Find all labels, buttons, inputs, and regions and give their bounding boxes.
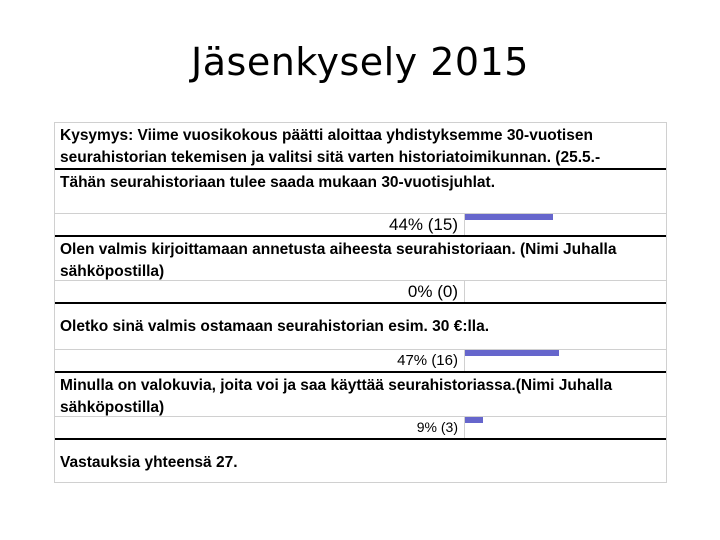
result-bar: [465, 350, 559, 356]
result-label: 44% (15): [55, 214, 465, 235]
result-bar: [465, 417, 483, 423]
question-text: Oletko sinä valmis ostamaan seurahistorian esim. 30 €:lla.: [55, 304, 666, 350]
question-header: Kysymys: Viime vuosikokous päätti aloittaa yhdistyksemme 30-vuotisen seurahistorian tekemisen ja valitsi sitä varten historiatoimikunnan. (25.5.-: [55, 122, 666, 168]
question-text: Olen valmis kirjoittamaan annetusta aiheesta seurahistoriaan. (Nimi Juhalla sähköpostilla): [55, 237, 666, 281]
question-row: [55, 302, 666, 371]
total-responses-row: [55, 440, 666, 483]
question-row: [55, 371, 666, 440]
result-row: [55, 281, 666, 302]
result-row: [55, 417, 666, 438]
question-text: Tähän seurahistoriaan tulee saada mukaan 30-vuotisjuhlat.: [55, 170, 666, 214]
result-bar-area: [465, 350, 666, 371]
result-bar-area: [465, 214, 666, 235]
question-row: [55, 235, 666, 302]
question-text: Minulla on valokuvia, joita voi ja saa käyttää seurahistoriassa.(Nimi Juhalla sähköpostilla): [55, 373, 666, 417]
result-row: [55, 214, 666, 235]
result-label: 9% (3): [55, 417, 465, 438]
total-responses: Vastauksia yhteensä 27.: [60, 454, 238, 471]
result-bar-area: [465, 417, 666, 438]
result-bar-area: [465, 281, 666, 302]
result-label: 0% (0): [55, 281, 465, 302]
result-row: [55, 350, 666, 371]
result-label: 47% (16): [55, 350, 465, 371]
question-row: [55, 168, 666, 235]
survey-table: [54, 122, 667, 483]
slide-title: Jäsenkysely 2015: [191, 40, 529, 84]
result-bar: [465, 214, 553, 220]
